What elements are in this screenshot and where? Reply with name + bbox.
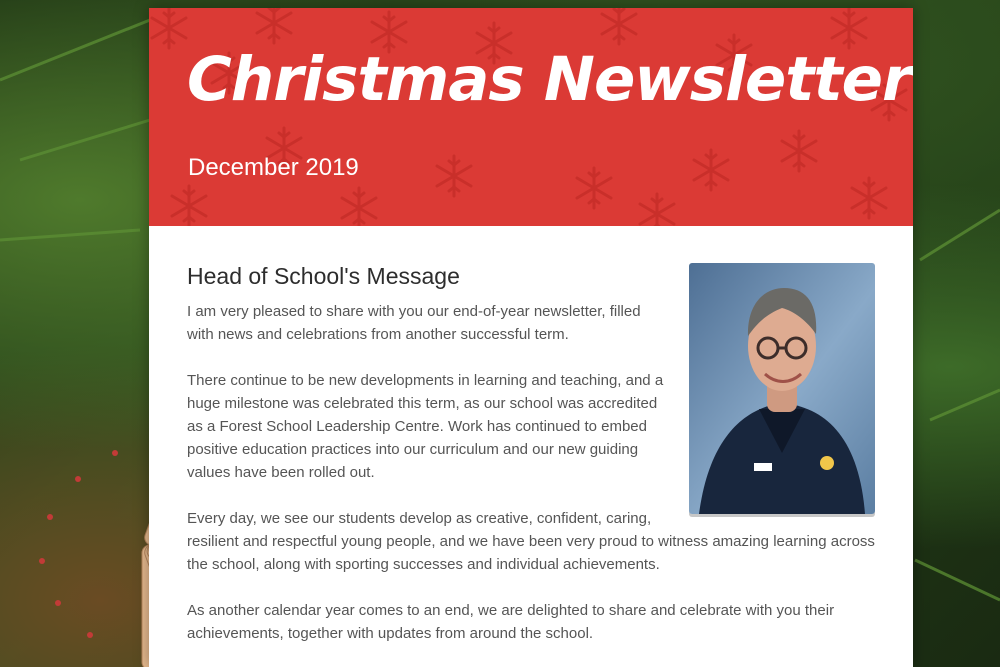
head-of-school-photo bbox=[689, 263, 875, 514]
head-of-school-message bbox=[149, 226, 913, 645]
message-heading: Head of School's Message bbox=[187, 263, 460, 289]
message-paragraph: I am very pleased to share with you our end-of-year newsletter, filled with news and celebrations from another successful term. bbox=[187, 303, 641, 343]
newsletter-date: December 2019 bbox=[188, 154, 359, 181]
message-paragraph: Every day, we see our students develop as creative, confident, caring, resilient and respectful young people, and we have been very proud to witness amazing learning across the school, along with sporting successes and individual achievements. bbox=[187, 510, 875, 573]
message-paragraph: There continue to be new developments in learning and teaching, and a huge milestone was celebrated this term, as our school was accredited as a Forest School Leadership Centre. Work has continued to embed positive education practices into our curriculum and our new guiding values have been rolled out. bbox=[187, 372, 664, 481]
newsletter-title: Christmas Newsletter bbox=[187, 44, 912, 115]
newsletter-header bbox=[149, 8, 913, 226]
snowflake-icon bbox=[149, 8, 913, 226]
portrait-image bbox=[689, 263, 875, 514]
newsletter-card bbox=[149, 8, 913, 667]
message-paragraph: As another calendar year comes to an end, we are delighted to share and celebrate with you their achievements, together with updates from around the school. bbox=[187, 602, 835, 642]
